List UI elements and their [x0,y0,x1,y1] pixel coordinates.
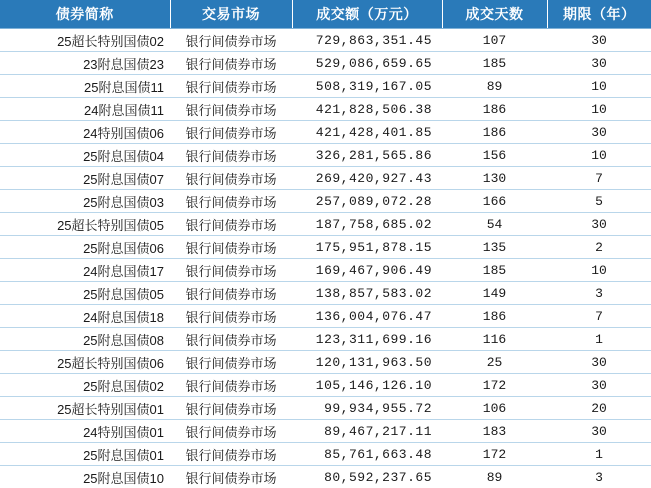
cell-market: 银行间债券市场 [170,351,292,374]
cell-days: 186 [442,98,547,121]
cell-bond-name: 25超长特别国债06 [0,351,170,374]
cell-market: 银行间债券市场 [170,190,292,213]
cell-term: 30 [547,52,651,75]
cell-term: 7 [547,305,651,328]
table-row [0,121,651,144]
cell-market: 银行间债券市场 [170,466,292,488]
cell-amount: 138,857,583.02 [292,282,442,305]
cell-days: 116 [442,328,547,351]
cell-term: 30 [547,374,651,397]
cell-days: 89 [442,466,547,488]
cell-bond-name: 25附息国债05 [0,282,170,305]
table-row [0,420,651,443]
cell-days: 172 [442,443,547,466]
cell-market: 银行间债券市场 [170,75,292,98]
cell-amount: 105,146,126.10 [292,374,442,397]
cell-days: 183 [442,420,547,443]
cell-term: 30 [547,121,651,144]
cell-bond-name: 25附息国债01 [0,443,170,466]
cell-term: 30 [547,29,651,52]
column-header-days: 成交天数 [442,0,547,29]
column-header-term: 期限（年） [547,0,651,29]
cell-market: 银行间债券市场 [170,167,292,190]
cell-days: 156 [442,144,547,167]
cell-bond-name: 25附息国债02 [0,374,170,397]
cell-days: 172 [442,374,547,397]
cell-amount: 269,420,927.43 [292,167,442,190]
table-row [0,29,651,52]
cell-market: 银行间债券市场 [170,282,292,305]
cell-term: 30 [547,351,651,374]
cell-market: 银行间债券市场 [170,443,292,466]
cell-bond-name: 25附息国债10 [0,466,170,488]
cell-bond-name: 23附息国债23 [0,52,170,75]
table-row [0,328,651,351]
table-row [0,190,651,213]
cell-amount: 529,086,659.65 [292,52,442,75]
cell-amount: 175,951,878.15 [292,236,442,259]
table-row [0,52,651,75]
table-row [0,167,651,190]
table-header [0,0,651,29]
cell-days: 107 [442,29,547,52]
column-header-bond-name: 债券简称 [0,0,170,29]
cell-amount: 136,004,076.47 [292,305,442,328]
cell-amount: 421,428,401.85 [292,121,442,144]
cell-market: 银行间债券市场 [170,420,292,443]
cell-term: 20 [547,397,651,420]
cell-amount: 169,467,906.49 [292,259,442,282]
table-row [0,282,651,305]
cell-days: 135 [442,236,547,259]
cell-amount: 257,089,072.28 [292,190,442,213]
cell-days: 130 [442,167,547,190]
cell-market: 银行间债券市场 [170,144,292,167]
table-row [0,236,651,259]
cell-bond-name: 24附息国债18 [0,305,170,328]
table-row [0,466,651,488]
table-row [0,305,651,328]
cell-term: 10 [547,98,651,121]
column-header-amount: 成交额（万元） [292,0,442,29]
cell-bond-name: 24特别国债01 [0,420,170,443]
cell-amount: 123,311,699.16 [292,328,442,351]
cell-amount: 729,863,351.45 [292,29,442,52]
cell-market: 银行间债券市场 [170,236,292,259]
cell-days: 106 [442,397,547,420]
table-body [0,29,651,488]
cell-bond-name: 25附息国债04 [0,144,170,167]
cell-bond-name: 25附息国债03 [0,190,170,213]
cell-bond-name: 25超长特别国债02 [0,29,170,52]
cell-market: 银行间债券市场 [170,98,292,121]
cell-amount: 99,934,955.72 [292,397,442,420]
cell-market: 银行间债券市场 [170,374,292,397]
cell-term: 2 [547,236,651,259]
cell-term: 5 [547,190,651,213]
cell-days: 186 [442,305,547,328]
cell-bond-name: 24附息国债17 [0,259,170,282]
table-row [0,397,651,420]
cell-market: 银行间债券市场 [170,213,292,236]
cell-amount: 421,828,506.38 [292,98,442,121]
cell-term: 3 [547,282,651,305]
table-row [0,75,651,98]
cell-days: 25 [442,351,547,374]
cell-market: 银行间债券市场 [170,259,292,282]
table-row [0,351,651,374]
table-row [0,443,651,466]
cell-days: 185 [442,52,547,75]
cell-market: 银行间债券市场 [170,29,292,52]
table-row [0,98,651,121]
cell-amount: 89,467,217.11 [292,420,442,443]
cell-bond-name: 25超长特别国债05 [0,213,170,236]
table-header-row [0,0,651,29]
cell-bond-name: 25超长特别国债01 [0,397,170,420]
cell-term: 10 [547,75,651,98]
cell-bond-name: 24特别国债06 [0,121,170,144]
cell-term: 10 [547,144,651,167]
cell-market: 银行间债券市场 [170,121,292,144]
table-row [0,259,651,282]
cell-term: 3 [547,466,651,488]
cell-days: 54 [442,213,547,236]
cell-days: 89 [442,75,547,98]
cell-amount: 80,592,237.65 [292,466,442,488]
cell-amount: 85,761,663.48 [292,443,442,466]
cell-term: 7 [547,167,651,190]
cell-market: 银行间债券市场 [170,328,292,351]
table-row [0,374,651,397]
cell-bond-name: 25附息国债11 [0,75,170,98]
cell-amount: 508,319,167.05 [292,75,442,98]
cell-term: 30 [547,420,651,443]
cell-bond-name: 25附息国债07 [0,167,170,190]
cell-bond-name: 25附息国债08 [0,328,170,351]
cell-days: 185 [442,259,547,282]
table-row [0,144,651,167]
cell-bond-name: 25附息国债06 [0,236,170,259]
cell-term: 1 [547,443,651,466]
cell-amount: 120,131,963.50 [292,351,442,374]
table-row [0,213,651,236]
cell-days: 149 [442,282,547,305]
cell-market: 银行间债券市场 [170,305,292,328]
cell-amount: 187,758,685.02 [292,213,442,236]
cell-market: 银行间债券市场 [170,52,292,75]
cell-term: 10 [547,259,651,282]
column-header-market: 交易市场 [170,0,292,29]
cell-term: 1 [547,328,651,351]
cell-amount: 326,281,565.86 [292,144,442,167]
cell-market: 银行间债券市场 [170,397,292,420]
cell-term: 30 [547,213,651,236]
cell-bond-name: 24附息国债11 [0,98,170,121]
cell-days: 186 [442,121,547,144]
cell-days: 166 [442,190,547,213]
